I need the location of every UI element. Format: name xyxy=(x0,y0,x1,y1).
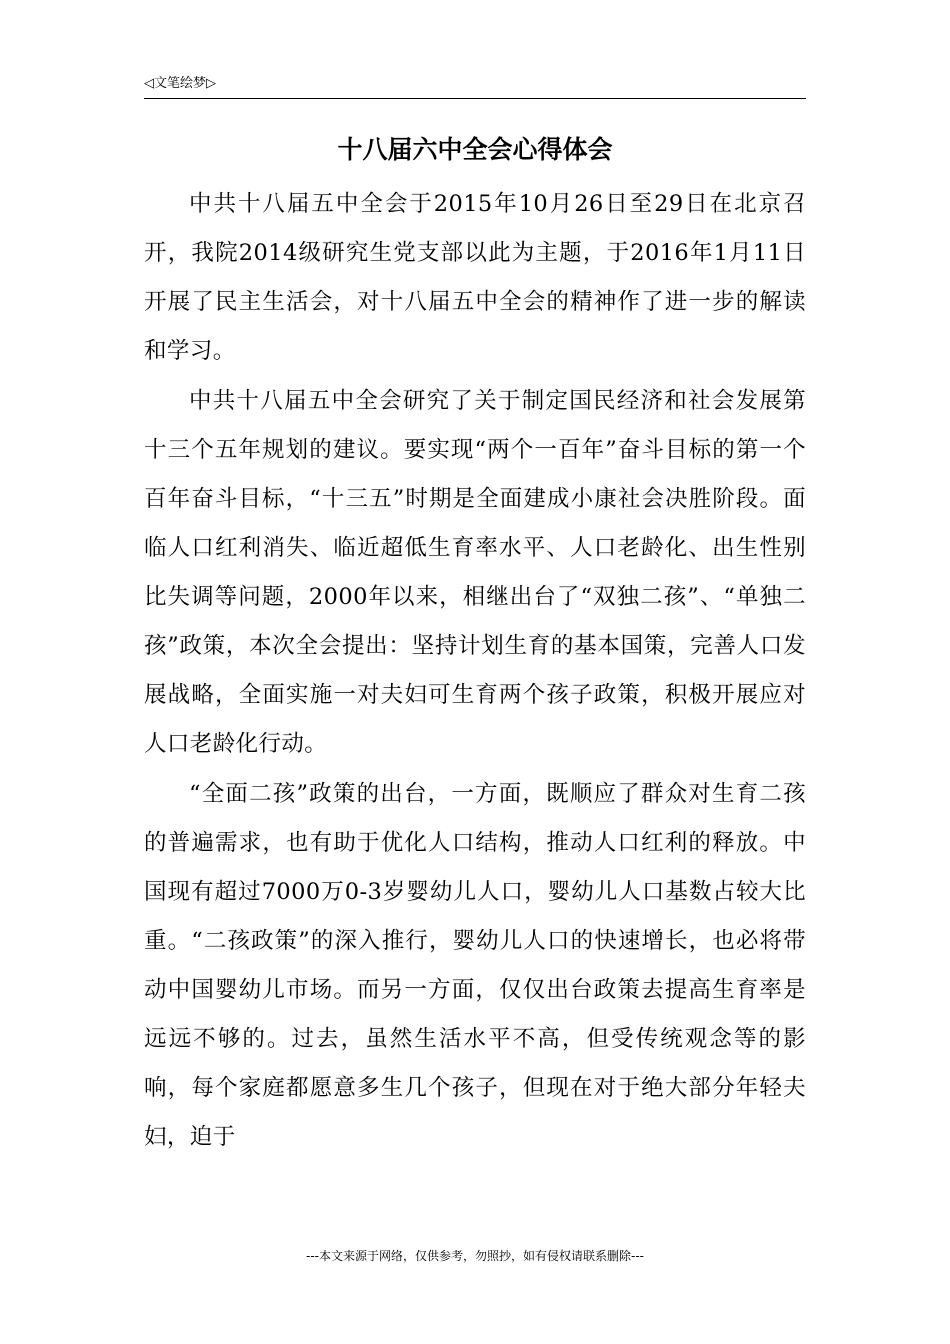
paragraph-2: 中共十八届五中全会研究了关于制定国民经济和社会发展第十三个五年规划的建议。要实现“两个一百年”奋斗目标的第一个百年奋斗目标，“十三五”时期是全面建成小康社会决胜阶段。面临人口红利消失、临近超低生育率水平、人口老龄化、出生性别比失调等问题，2000年以来，相继出台了“双独二孩”、“单独二孩”政策，本次全会提出：坚持计划生育的基本国策，完善人口发展战略，全面实施一对夫妇可生育两个孩子政策，积极开展应对人口老龄化行动。 xyxy=(144,388,806,757)
document-body xyxy=(144,180,806,1163)
page-header xyxy=(144,74,806,99)
paragraph-1: 中共十八届五中全会于2015年10月26日至29日在北京召开，我院2014级研究生党支部以此为主题，于2016年1月11日开展了民主生活会，对十八届五中全会的精神作了进一步的解读和学习。 xyxy=(144,191,806,364)
paragraph-3: “全面二孩”政策的出台，一方面，既顺应了群众对生育二孩的普遍需求，也有助于优化人口结构，推动人口红利的释放。中国现有超过7000万0-3岁婴幼儿人口，婴幼儿人口基数占较大比重。“二孩政策”的深入推行，婴幼儿人口的快速增长，也必将带动中国婴幼儿市场。而另一方面，仅仅出台政策去提高生育率是远远不够的。过去，虽然生活水平不高，但受传统观念等的影响，每个家庭都愿意多生几个孩子，但现在对于绝大部分年轻夫妇，迫于 xyxy=(144,781,806,1150)
document-title: 十八届六中全会心得体会 xyxy=(337,135,613,164)
header-brand: ◁文笔绘梦▷ xyxy=(144,76,216,91)
page-footer: ---本文来源于网络，仅供参考，勿照抄，如有侵权请联系删除--- xyxy=(306,1249,644,1263)
